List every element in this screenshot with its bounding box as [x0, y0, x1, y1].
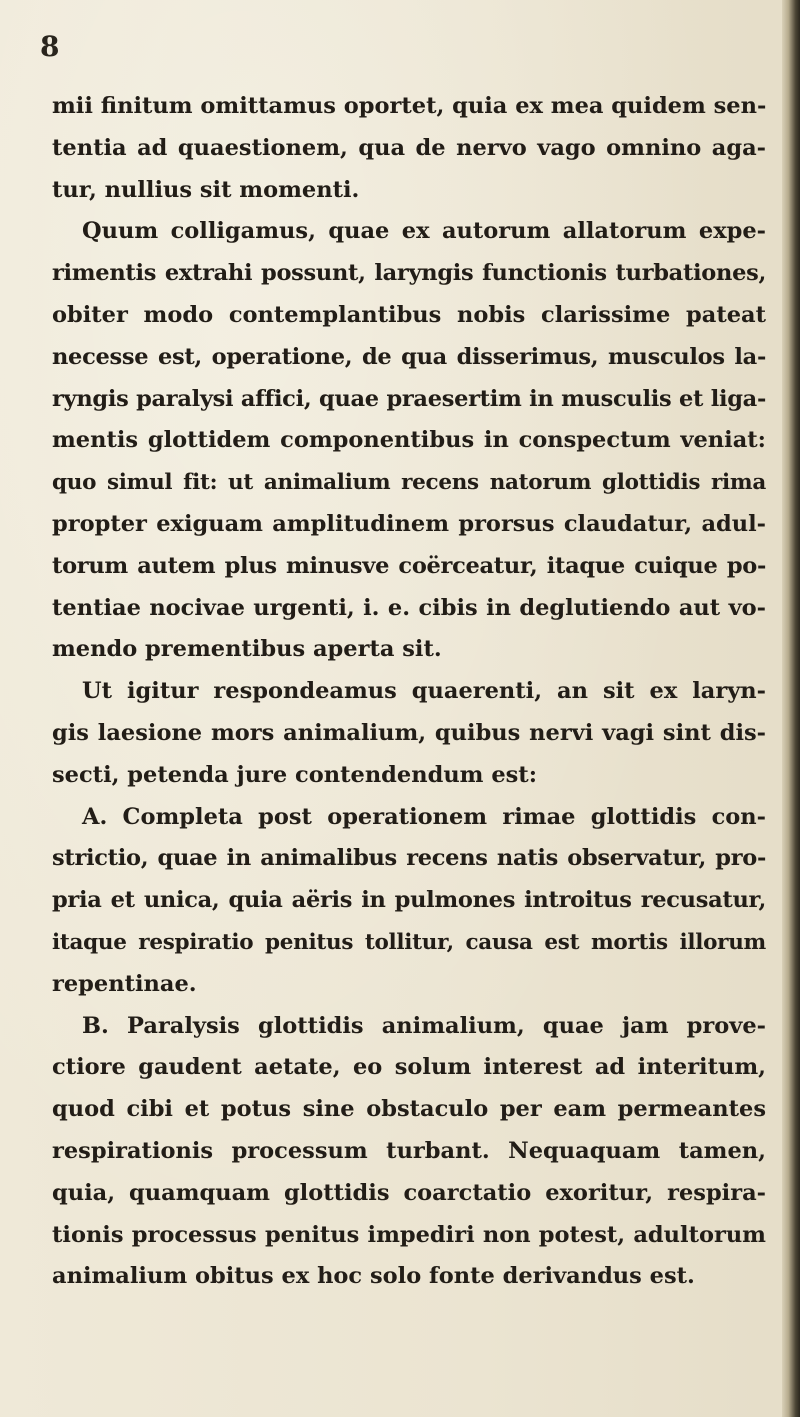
text-line: A. Completa post operationem rimae glottidis con- [82, 803, 766, 830]
text-line: ctiore gaudent aetate, eo solum interest ad interitum, [52, 1054, 766, 1081]
text-line: itaque respiratio penitus tollitur, causa est mortis illorum [52, 929, 766, 955]
text-line: tur, nullius sit momenti. [52, 176, 360, 203]
text-line: tionis processus penitus impediri non potest, adultorum [52, 1221, 766, 1248]
text-line: B. Paralysis glottidis animalium, quae jam prove- [82, 1012, 766, 1039]
text-line: animalium obitus ex hoc solo fonte derivandus est. [52, 1263, 695, 1290]
text-line: torum autem plus minusve coërceatur, itaque cuique po- [52, 552, 766, 579]
text-line: gis laesione mors animalium, quibus nervi vagi sint dis- [52, 719, 766, 746]
text-line: repentinae. [52, 970, 197, 997]
text-line: respirationis processum turbant. Nequaquam tamen, [52, 1137, 766, 1164]
text-line: mentis glottidem componentibus in conspectum veniat: [52, 427, 766, 454]
page-edge-shadow [782, 0, 800, 1417]
body-text [52, 86, 766, 1298]
text-line: Ut igitur respondeamus quaerenti, an sit ex laryn- [82, 678, 766, 705]
text-line: necesse est, operatione, de qua disserimus, musculos la- [52, 343, 766, 370]
text-line: strictio, quae in animalibus recens natis observatur, pro- [52, 845, 766, 872]
text-line: propter exiguam amplitudinem prorsus claudatur, adul- [52, 510, 766, 537]
text-line: secti, petenda jure contendendum est: [52, 761, 538, 788]
text-line: pria et unica, quia aëris in pulmones introitus recusatur, [52, 887, 766, 914]
text-line: mendo prementibus aperta sit. [52, 636, 442, 663]
text-line: Quum colligamus, quae ex autorum allatorum expe- [82, 218, 766, 245]
text-line: rimentis extrahi possunt, laryngis functionis turbationes, [52, 260, 766, 287]
text-line: tentia ad quaestionem, qua de nervo vago omnino aga- [52, 134, 766, 161]
text-line: quo simul fit: ut animalium recens natorum glottidis rima [52, 470, 766, 496]
text-line: mii finitum omittamus oportet, quia ex mea quidem sen- [52, 93, 767, 119]
text-line: tentiae nocivae urgenti, i. e. cibis in deglutiendo aut vo- [52, 594, 766, 621]
page-number: 8 [40, 30, 61, 63]
text-line: obiter modo contemplantibus nobis clarissime pateat [52, 301, 766, 328]
text-line: ryngis paralysi affici, quae praesertim in musculis et liga- [52, 385, 766, 412]
text-line: quod cibi et potus sine obstaculo per eam permeantes [52, 1096, 766, 1123]
text-line: quia, quamquam glottidis coarctatio exoritur, respira- [52, 1179, 766, 1206]
